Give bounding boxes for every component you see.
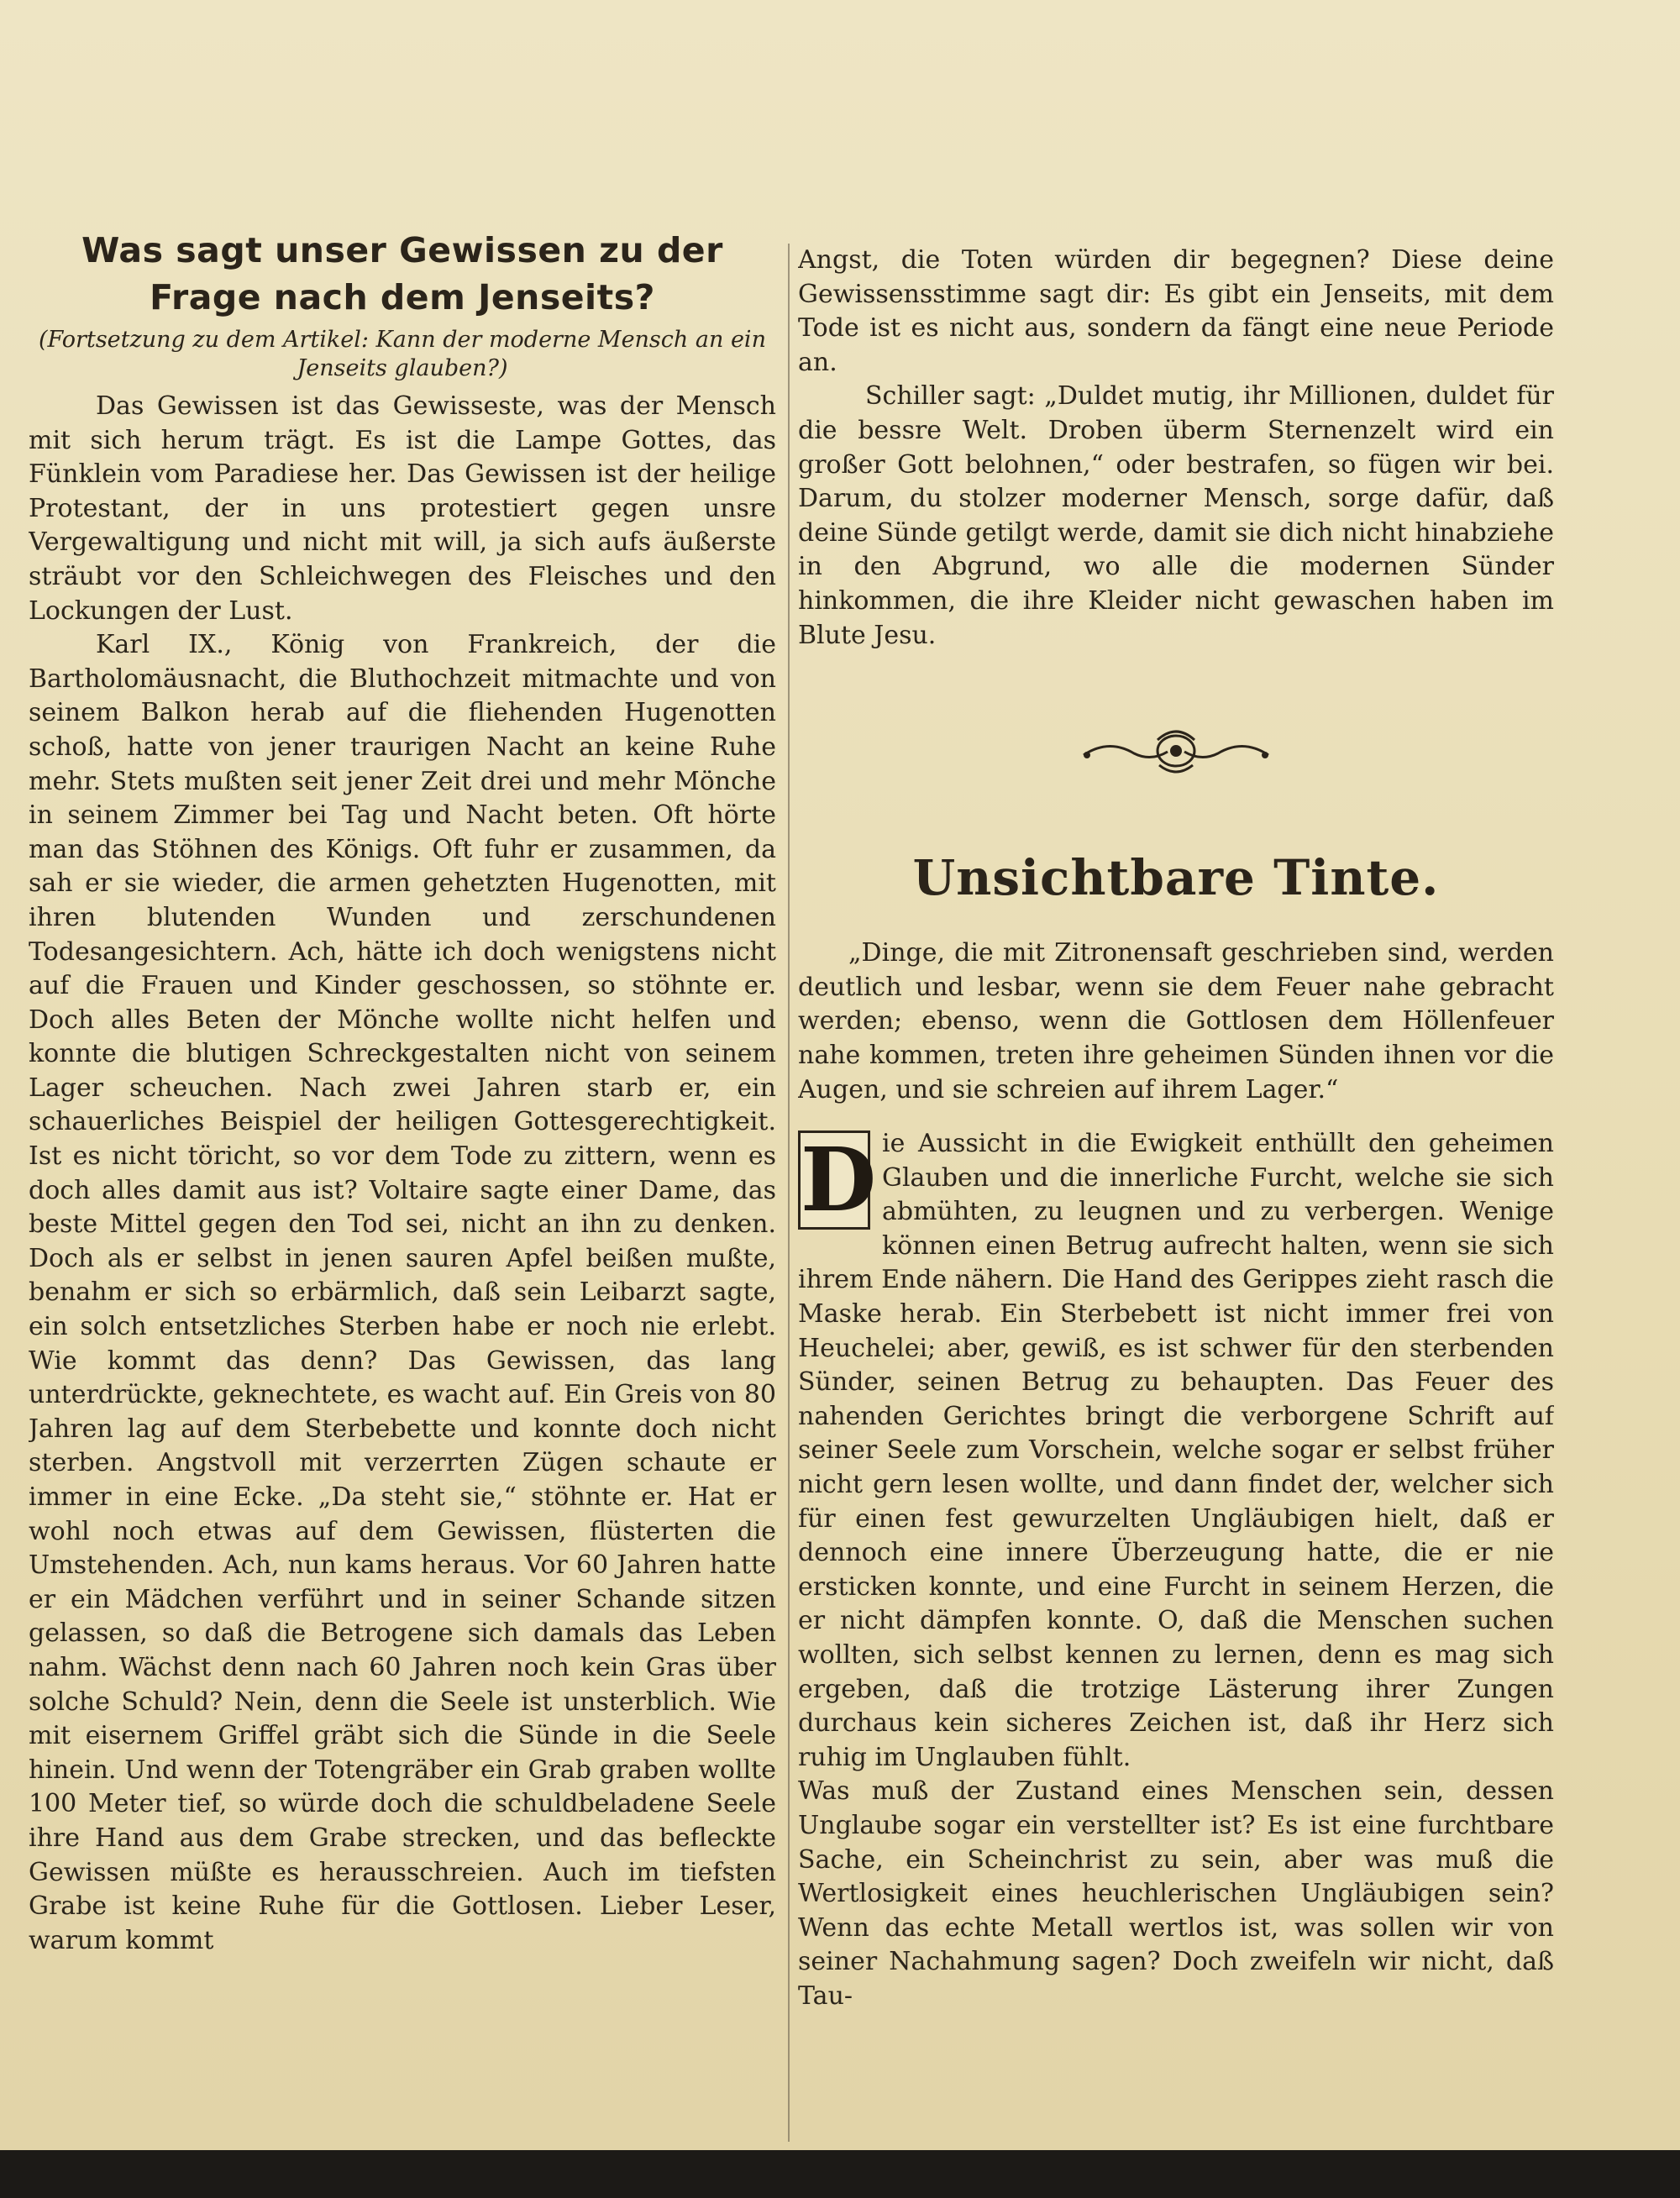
- continuation-paragraph-1: Angst, die Toten würden dir begegnen? Diese deine Gewissensstimme sagt dir: Es gibt ein Jenseits, mit dem Tode ist es nicht aus, sondern da fängt eine neue Periode an.: [798, 245, 1554, 377]
- left-column: [29, 227, 776, 2150]
- article-2-body: [798, 1127, 1554, 1775]
- article-2-first-paragraph: ie Aussicht in die Ewigkeit enthüllt den geheimen Glauben und die innerliche Furcht, welche sie sich abmühten, zu leugnen und zu verbergen. Wenige können einen Betrug aufrecht halten, wenn sie sich ihrem Ende nähern. Die Hand des Gerippes zieht rasch die Maske herab. Ein Sterbebett ist nicht immer frei von Heuchelei; aber, gewiß, es ist schwer für den sterbenden Sünder, seinen Betrug zu behaupten. Das Feuer des nahenden Gerichtes bringt die verborgene Schrift auf seiner Seele zum Vorschein, welche sogar er selbst früher nicht gern lesen wollte, und dann findet der, welcher sich für einen fest gewurzelten Ungläubigen hielt, daß er dennoch eine innere Überzeugung hatte, die er nie ersticken konnte, und eine Furcht in seinem Herzen, die er nicht dämpfen konnte. O, daß die Menschen suchen wollten, sich selbst kennen zu lernen, denn es mag sich ergeben, daß die trotzige Lästerung ihrer Zungen durchaus kein sicheres Zeichen ist, daß ihr Herz sich ruhig im Unglauben fühlt.: [798, 1129, 1554, 1772]
- article-2-quote: „Dinge, die mit Zitronensaft geschrieben sind, werden deutlich und lesbar, wenn sie dem Feuer nahe gebracht werden; ebenso, wenn die Gottlosen dem Höllenfeuer nahe kommen, treten ihre geheimen Sünden ihnen vor die Augen, und sie schreien auf ihrem Lager.“: [798, 938, 1554, 1104]
- ornament-divider-icon: [1075, 721, 1277, 780]
- paragraph-2: Karl IX., König von Frankreich, der die Bartholomäusnacht, die Bluthochzeit mitmachte und von seinem Balkon herab auf die fliehenden Hugenotten schoß, hatte von jener traurigen Nacht an keine Ruhe mehr. Stets mußten seit jener Zeit drei und mehr Mönche in seinem Zimmer bei Tag und Nacht beten. Oft hörte man das Stöhnen des Königs. Oft fuhr er zusammen, da sah er sie wieder, die armen gehetzten Hugenotten, mit ihren blutenden Wunden und zerschundenen Todesangesichtern. Ach, hätte ich doch wenigstens nicht auf die Frauen und Kinder geschossen, so stöhnte er. Doch alles Beten der Mönche wollte nicht helfen und konnte die blutigen Schreckgestalten nicht von seinem Lager scheuchen. Nach zwei Jahren starb er, ein schauerliches Beispiel der heiligen Gottesgerechtigkeit. Ist es nicht töricht, so vor dem Tode zu zittern, wenn es doch alles damit aus ist? Voltaire sagte einer Dame, das beste Mittel gegen den Tod sei, nicht an ihn zu denken. Doch als er selbst in jenen sauren Apfel beißen mußte, benahm er sich so erbärmlich, daß sein Leibarzt sagte, ein solch entsetzliches Sterben habe er noch nie erlebt. Wie kommt das denn? Das Gewissen, das lang unterdrückte, geknechtete, es wacht auf. Ein Greis von 80 Jahren lag auf dem Sterbebette und konnte doch nicht sterben. Angstvoll mit verzerrten Zügen schaute er immer in eine Ecke. „Da steht sie,“ stöhnte er. Hat er wohl noch etwas auf dem Gewissen, flüsterten die Umstehenden. Ach, nun kams heraus. Vor 60 Jahren hatte er ein Mädchen verführt und in seiner Schande sitzen gelassen, so daß die Betrogene sich damals das Leben nahm. Wächst denn nach 60 Jahren noch kein Gras über solche Schuld? Nein, denn die Seele ist unsterblich. Wie mit eisernem Griffel gräbt sich die Sünde in die Seele hinein. Und wenn der Totengräber ein Grab graben wollte 100 Meter tief, so würde doch die schuldbeladene Seele ihre Hand aus dem Grabe strecken, und das befleckte Gewissen müßte es herausschreien. Auch im tiefsten Grabe ist keine Ruhe für die Gottlosen. Lieber Leser, warum kommt: [29, 630, 776, 1955]
- right-column: [798, 244, 1554, 2150]
- column-divider: [788, 244, 790, 2142]
- continuation-paragraph-2: Schiller sagt: „Duldet mutig, ihr Millionen, duldet für die bessre Welt. Droben überm Sternenzelt wird ein großer Gott belohnen,“ oder bestrafen, so fügen wir bei. Darum, du stolzer moderner Mensch, sorge dafür, daß deine Sünde getilgt werde, damit sie dich nicht hinabziehe in den Abgrund, wo alle die modernen Sünder hinkommen, die ihre Kleider nicht gewaschen haben im Blute Jesu.: [798, 381, 1554, 650]
- paragraph-1: Das Gewissen ist das Gewisseste, was der Mensch mit sich herum trägt. Es ist die Lampe Gottes, das Fünklein vom Paradiese her. Das Gewissen ist der heilige Protestant, der in uns protestiert gegen unsre Vergewaltigung und nicht mit will, ja sich aufs äußerste sträubt vor den Schleichwegen des Fleisches und den Lockungen der Lust.: [29, 391, 776, 626]
- dropcap-initial: D: [798, 1130, 870, 1230]
- article-title: Was sagt unser Gewissen zu der Frage nach dem Jenseits?: [81, 230, 723, 317]
- article-subtitle: (Fortsetzung zu dem Artikel: Kann der moderne Mensch an ein Jenseits glauben?): [39, 327, 766, 381]
- scan-bottom-edge: [0, 2150, 1680, 2198]
- article-2-second-paragraph: Was muß der Zustand eines Menschen sein, dessen Unglaube sogar ein verstellter ist? Es ist eine furchtbare Sache, ein Scheinchrist zu sein, aber was muß die Wertlosigkeit eines heuchlerischen Ungläubigen sein? Wenn das echte Metall wertlos ist, was sollen wir von seiner Nachahmung sagen? Doch zweifeln wir nicht, daß Tau-: [798, 1776, 1554, 2011]
- article-2-title: Unsichtbare Tinte.: [912, 849, 1440, 907]
